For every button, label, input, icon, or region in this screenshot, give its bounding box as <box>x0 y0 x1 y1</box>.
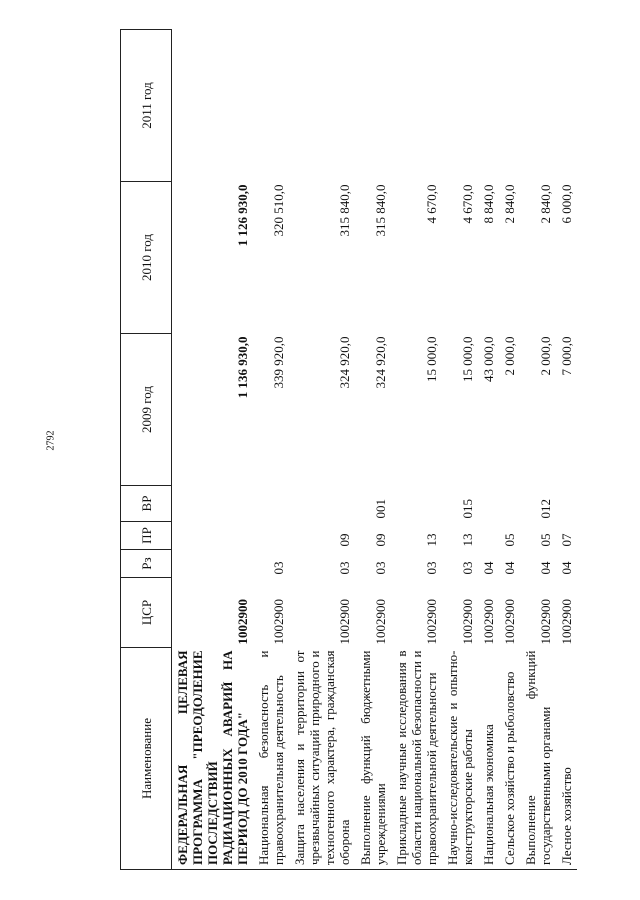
row-2011 <box>172 30 254 182</box>
row-2011 <box>391 30 442 182</box>
table-row <box>442 30 478 870</box>
row-vr <box>289 486 355 522</box>
table-row <box>556 30 577 870</box>
row-name: Выполнение функций бюджетными учреждениями <box>355 648 391 870</box>
row-name: Лесное хозяйство <box>556 648 577 870</box>
row-name: Сельское хозяйство и рыболовство <box>499 648 520 870</box>
row-csr: 1002900 <box>481 599 496 645</box>
row-2011 <box>499 30 520 182</box>
row-pr: 07 <box>559 533 574 547</box>
row-name: Выполнение функций государственными органами <box>520 648 556 870</box>
row-2009: 43 000,0 <box>481 336 496 382</box>
row-rz: 04 <box>502 561 517 575</box>
row-pr: 09 <box>337 533 352 547</box>
page-number: 2792 <box>45 430 57 451</box>
table-row <box>355 30 391 870</box>
row-2011 <box>289 30 355 182</box>
header-rz: Рз <box>121 550 172 578</box>
row-rz <box>172 550 254 578</box>
row-csr: 1002900 <box>502 599 517 645</box>
row-rz: 03 <box>373 561 388 575</box>
row-pr: 13 <box>460 533 475 547</box>
row-2010: 320 510,0 <box>271 184 286 237</box>
row-rz: 03 <box>460 561 475 575</box>
row-2009: 324 920,0 <box>373 336 388 389</box>
table-row <box>499 30 520 870</box>
table-row <box>520 30 556 870</box>
row-vr <box>172 486 254 522</box>
row-rz: 03 <box>337 561 352 575</box>
row-2009: 339 920,0 <box>271 336 286 389</box>
row-vr <box>253 486 289 522</box>
row-2011 <box>442 30 478 182</box>
row-2009: 15 000,0 <box>460 336 475 382</box>
row-vr <box>478 486 499 522</box>
budget-table <box>120 29 577 870</box>
row-csr: 1002900 <box>235 599 250 645</box>
row-2011 <box>520 30 556 182</box>
row-2010: 2 840,0 <box>538 184 553 224</box>
row-csr: 1002900 <box>460 599 475 645</box>
row-2009: 7 000,0 <box>559 336 574 376</box>
row-vr: 001 <box>373 499 388 519</box>
row-csr: 1002900 <box>424 599 439 645</box>
row-rz: 03 <box>424 561 439 575</box>
row-2011 <box>556 30 577 182</box>
row-vr <box>391 486 442 522</box>
header-csr: ЦСР <box>121 578 172 648</box>
row-rz: 03 <box>271 561 286 575</box>
row-name: Прикладные научные исследования в области национальной безопасности и правоохранительной деятельности <box>391 648 442 870</box>
row-2009: 15 000,0 <box>424 336 439 382</box>
row-rz: 04 <box>538 561 553 575</box>
header-2010: 2010 год <box>121 182 172 334</box>
table-row <box>172 30 254 870</box>
row-2011 <box>355 30 391 182</box>
row-2010: 4 670,0 <box>460 184 475 224</box>
row-rz: 04 <box>481 561 496 575</box>
row-2010: 2 840,0 <box>502 184 517 224</box>
row-2010: 4 670,0 <box>424 184 439 224</box>
row-vr: 015 <box>460 499 475 519</box>
table-header-row <box>121 30 172 870</box>
row-pr: 05 <box>502 533 517 547</box>
row-2011 <box>478 30 499 182</box>
row-name: Национальная экономика <box>478 648 499 870</box>
row-2010: 1 126 930,0 <box>235 184 250 247</box>
row-csr: 1002900 <box>271 599 286 645</box>
row-name: ФЕДЕРАЛЬНАЯ ЦЕЛЕВАЯ ПРОГРАММА "ПРЕОДОЛЕНИЕ ПОСЛЕДСТВИЙ РАДИАЦИОННЫХ АВАРИЙ НА ПЕРИОД ДО 2010 ГОДА" <box>172 648 254 870</box>
row-2009: 1 136 930,0 <box>235 336 250 399</box>
row-pr: 09 <box>373 533 388 547</box>
rotated-table-frame <box>120 30 580 870</box>
row-2009: 324 920,0 <box>337 336 352 389</box>
row-csr: 1002900 <box>538 599 553 645</box>
row-vr: 012 <box>538 499 553 519</box>
row-pr <box>253 522 289 550</box>
row-pr: 05 <box>538 533 553 547</box>
table-row <box>253 30 289 870</box>
row-name: Научно-исследовательские и опытно-конструкторские работы <box>442 648 478 870</box>
row-name: Защита населения и территории от чрезвычайных ситуаций природного и техногенного характера, гражданская оборона <box>289 648 355 870</box>
row-2011 <box>253 30 289 182</box>
row-2010: 6 000,0 <box>559 184 574 224</box>
row-pr <box>478 522 499 550</box>
header-2011: 2011 год <box>121 30 172 182</box>
row-pr <box>172 522 254 550</box>
row-2009: 2 000,0 <box>538 336 553 376</box>
row-csr: 1002900 <box>559 599 574 645</box>
header-pr: ПР <box>121 522 172 550</box>
row-csr: 1002900 <box>373 599 388 645</box>
row-2010: 315 840,0 <box>373 184 388 237</box>
row-pr: 13 <box>424 533 439 547</box>
table-row <box>289 30 355 870</box>
row-name: Национальная безопасность и правоохранительная деятельность <box>253 648 289 870</box>
header-2009: 2009 год <box>121 334 172 486</box>
row-2009: 2 000,0 <box>502 336 517 376</box>
row-csr: 1002900 <box>337 599 352 645</box>
table-row <box>391 30 442 870</box>
row-rz: 04 <box>559 561 574 575</box>
table-row <box>478 30 499 870</box>
row-2010: 8 840,0 <box>481 184 496 224</box>
row-vr <box>556 486 577 522</box>
row-2010: 315 840,0 <box>337 184 352 237</box>
header-vr: ВР <box>121 486 172 522</box>
row-vr <box>499 486 520 522</box>
header-name: Наименование <box>121 648 172 870</box>
